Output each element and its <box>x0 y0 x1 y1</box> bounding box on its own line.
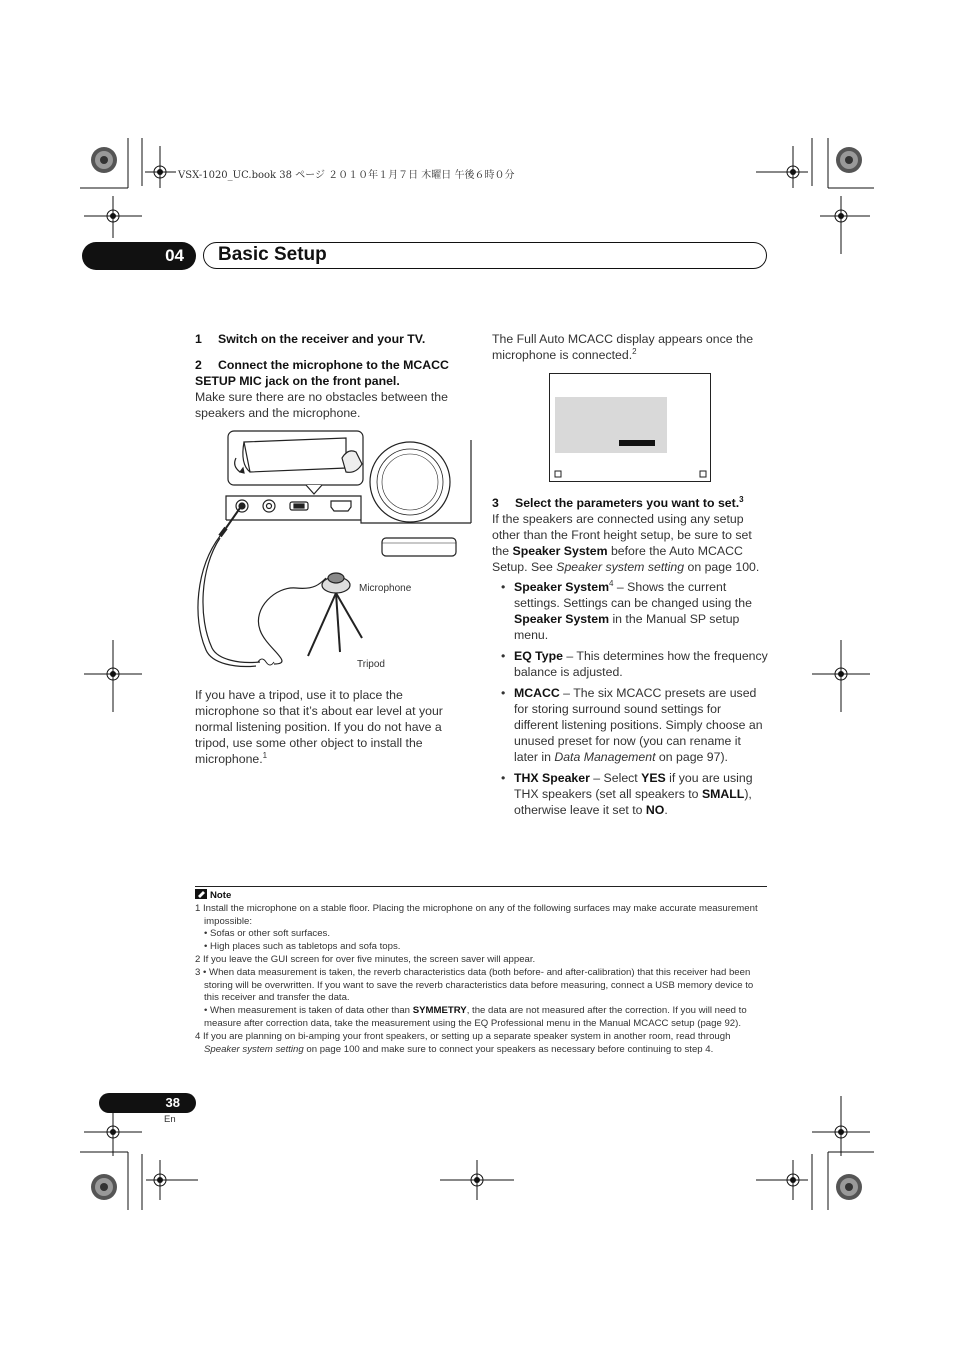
note-3: 3 • When data measurement is taken, the reverb characteristics data (both before- and after-calibration) that this receiver had been storing will be overwritten. If you want to save the reverb characteristics data before measuring, connect a USB memory device to this receiver and transfer the data. <box>195 966 754 1004</box>
note-1: 1 Install the microphone on a stable floor. Placing the microphone on any of the following surfaces may make accurate measurement impossible: <box>195 902 758 927</box>
note-section <box>195 889 767 1056</box>
note-2: 2 If you leave the GUI screen for over five minutes, the screen saver will appear. <box>195 953 536 965</box>
list-item: • MCACC – The six MCACC presets are used for storing surround sound settings for different listening positions. Simply choose an unused preset for now (you can rename it later in Data Management on page 97). <box>492 685 768 765</box>
microphone-connection-illustration <box>196 428 474 680</box>
note-3b: • When measurement is taken of data other than SYMMETRY, the data are not measured after the correction. If you will need to measure after correction data, take the measurement using the EQ Professional menu in the Manual MCACC setup (page 92). <box>204 1005 747 1029</box>
page-number-badge: 38 <box>99 1093 196 1113</box>
step-1: 1 Switch on the receiver and your TV. <box>195 332 426 346</box>
tripod-paragraph: If you have a tripod, use it to place the microphone so that it’s about ear level at your normal listening position. If you do not have a tripod, use some other object to install the microphone.$^1$ <box>195 688 443 766</box>
note-1b: • High places such as tabletops and sofa tops. <box>204 941 401 953</box>
microphone-label: Microphone <box>359 583 412 594</box>
step-3: 3 Select the parameters you want to set.$^3$ <box>492 494 744 510</box>
tripod-label: Tripod <box>357 659 385 670</box>
chapter-number-badge: 04 <box>82 242 196 270</box>
right-column-body <box>492 495 768 823</box>
print-file-info: VSX-1020_UC.book 38 ページ ２０１０年１月７日 木曜日 午後６時０分 <box>178 170 515 181</box>
list-item: • EQ Type – This determines how the frequency balance is adjusted. <box>492 648 768 680</box>
note-divider <box>195 886 767 887</box>
note-4: 4 If you are planning on bi-amping your front speakers, or setting up a separate speaker system in another room, read through Speaker system setting on page 100 and make sure to connect your speakers as necessary before continuing to step 4. <box>195 1030 731 1055</box>
list-item: • THX Speaker – Select YES if you are using THX speakers (set all speakers to SMALL), otherwise leave it set to NO. <box>492 770 768 818</box>
parameter-list <box>492 579 768 818</box>
step-2-body: Make sure there are no obstacles between the speakers and the microphone. <box>195 390 448 420</box>
note-1a: • Sofas or other soft surfaces. <box>204 928 331 940</box>
step-3-body: If the speakers are connected using any setup other than the Front height setup, be sure to set the Speaker System before the Auto MCACC Setup. See Speaker system setting on page 100. <box>492 512 760 574</box>
left-column <box>195 331 470 421</box>
chapter-title: Basic Setup <box>218 244 327 265</box>
right-column-intro: The Full Auto MCACC display appears once the microphone is connected.$^2$ <box>492 332 754 362</box>
note-pencil-icon <box>195 889 207 899</box>
list-item: • Speaker System$^4$ – Shows the current settings. Settings can be changed using the Speaker System in the Manual SP setup menu. <box>492 579 768 643</box>
note-heading: Note <box>195 889 767 903</box>
full-auto-mcacc-screen <box>549 373 713 483</box>
step-2: 2 Connect the microphone to the MCACC SETUP MIC jack on the front panel. <box>195 358 449 388</box>
page-language: En <box>164 1114 176 1125</box>
